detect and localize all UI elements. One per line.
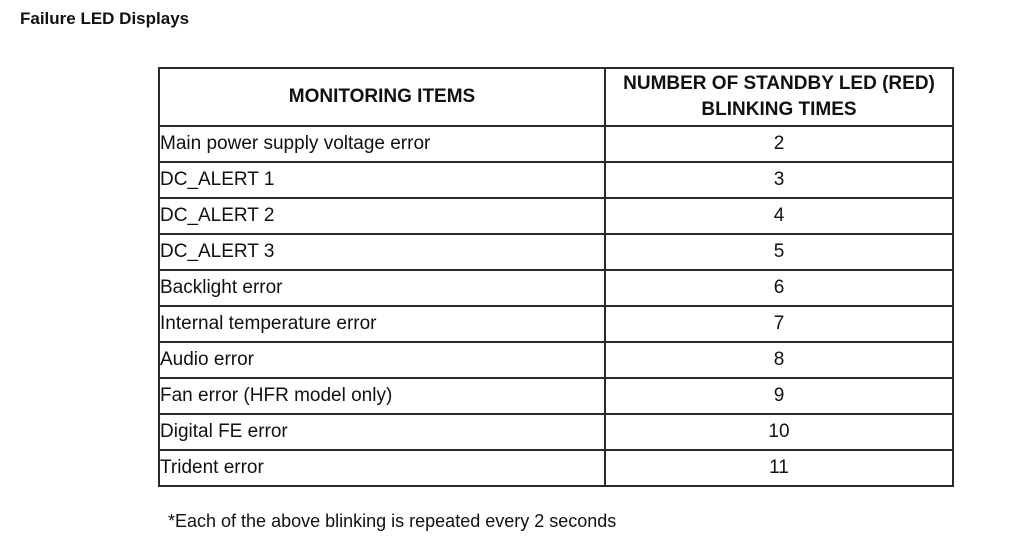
table-row (159, 450, 953, 486)
blink-count-cell: 3 (605, 162, 953, 198)
column-header-blinking-times: NUMBER OF STANDBY LED (RED) BLINKING TIMES (605, 68, 953, 126)
page-title: Failure LED Displays (20, 9, 190, 28)
blink-count-cell: 2 (605, 126, 953, 162)
monitoring-item-cell: DC_ALERT 3 (159, 234, 605, 270)
blink-count-cell: 7 (605, 306, 953, 342)
monitoring-item-cell: Trident error (159, 450, 605, 486)
blink-count-cell: 10 (605, 414, 953, 450)
table-row (159, 126, 953, 162)
table-row (159, 198, 953, 234)
monitoring-item-cell: Main power supply voltage error (159, 126, 605, 162)
blink-count-cell: 11 (605, 450, 953, 486)
column-header-monitoring-items: MONITORING ITEMS (159, 68, 605, 126)
monitoring-item-cell: DC_ALERT 2 (159, 198, 605, 234)
monitoring-item-cell: Internal temperature error (159, 306, 605, 342)
monitoring-item-cell: DC_ALERT 1 (159, 162, 605, 198)
table-row (159, 270, 953, 306)
blink-count-cell: 4 (605, 198, 953, 234)
blink-count-cell: 5 (605, 234, 953, 270)
monitoring-item-cell: Fan error (HFR model only) (159, 378, 605, 414)
blink-count-cell: 8 (605, 342, 953, 378)
table-row (159, 414, 953, 450)
table-row (159, 306, 953, 342)
monitoring-item-cell: Backlight error (159, 270, 605, 306)
failure-led-table (158, 67, 954, 487)
footnote: *Each of the above blinking is repeated every 2 seconds (168, 511, 617, 531)
table-row (159, 342, 953, 378)
monitoring-item-cell: Digital FE error (159, 414, 605, 450)
table-header-row (159, 68, 953, 126)
blink-count-cell: 9 (605, 378, 953, 414)
table-row (159, 162, 953, 198)
table-row (159, 378, 953, 414)
monitoring-item-cell: Audio error (159, 342, 605, 378)
table-row (159, 234, 953, 270)
blink-count-cell: 6 (605, 270, 953, 306)
